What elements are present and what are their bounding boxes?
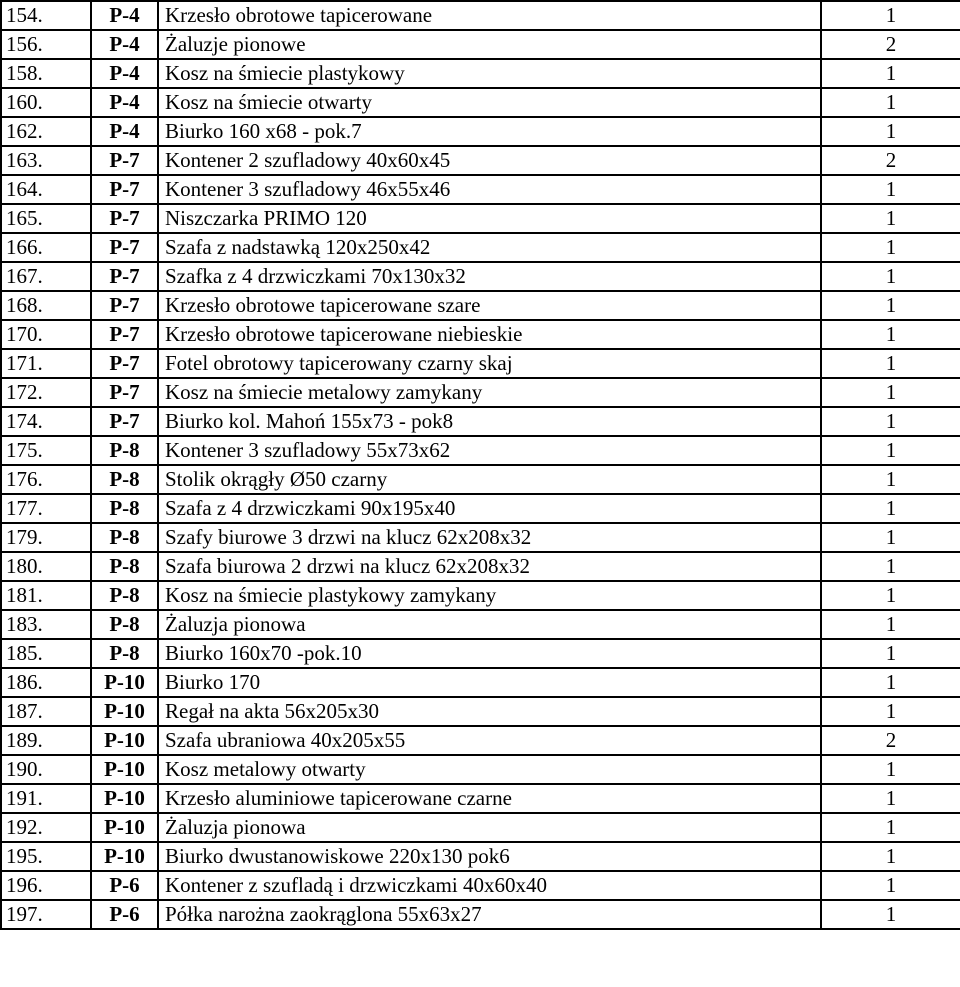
item-quantity: 1 [821,204,960,233]
item-quantity: 1 [821,668,960,697]
item-quantity: 1 [821,320,960,349]
table-row [1,436,960,465]
item-name: Krzesło obrotowe tapicerowane niebieskie [158,320,821,349]
item-quantity: 1 [821,523,960,552]
room-code: P-6 [91,871,158,900]
room-code: P-7 [91,407,158,436]
item-number: 156. [1,30,91,59]
item-name: Biurko 160x70 -pok.10 [158,639,821,668]
table-row [1,494,960,523]
room-code: P-4 [91,117,158,146]
item-name: Kosz metalowy otwarty [158,755,821,784]
item-name: Żaluzje pionowe [158,30,821,59]
room-code: P-10 [91,842,158,871]
item-quantity: 1 [821,349,960,378]
item-name: Szafka z 4 drzwiczkami 70x130x32 [158,262,821,291]
table-row [1,349,960,378]
room-code: P-8 [91,523,158,552]
item-name: Biurko 170 [158,668,821,697]
item-number: 183. [1,610,91,639]
item-name: Kosz na śmiecie metalowy zamykany [158,378,821,407]
room-code: P-7 [91,378,158,407]
item-number: 160. [1,88,91,117]
room-code: P-10 [91,726,158,755]
item-number: 189. [1,726,91,755]
item-quantity: 1 [821,871,960,900]
item-quantity: 1 [821,233,960,262]
item-name: Biurko dwustanowiskowe 220x130 pok6 [158,842,821,871]
item-number: 166. [1,233,91,262]
item-name: Kosz na śmiecie plastykowy zamykany [158,581,821,610]
table-row [1,639,960,668]
item-quantity: 1 [821,494,960,523]
item-number: 197. [1,900,91,929]
item-quantity: 1 [821,610,960,639]
item-number: 196. [1,871,91,900]
item-number: 179. [1,523,91,552]
item-quantity: 1 [821,88,960,117]
item-name: Kontener 3 szufladowy 46x55x46 [158,175,821,204]
item-name: Kontener z szufladą i drzwiczkami 40x60x40 [158,871,821,900]
item-number: 190. [1,755,91,784]
room-code: P-8 [91,581,158,610]
room-code: P-7 [91,262,158,291]
item-name: Szafa z nadstawką 120x250x42 [158,233,821,262]
item-name: Regał na akta 56x205x30 [158,697,821,726]
item-quantity: 1 [821,59,960,88]
item-quantity: 1 [821,436,960,465]
item-quantity: 1 [821,552,960,581]
room-code: P-4 [91,1,158,30]
item-name: Kosz na śmiecie otwarty [158,88,821,117]
item-quantity: 1 [821,1,960,30]
table-row [1,726,960,755]
item-quantity: 2 [821,146,960,175]
table-row [1,581,960,610]
room-code: P-7 [91,204,158,233]
item-number: 154. [1,1,91,30]
item-number: 191. [1,784,91,813]
item-quantity: 1 [821,842,960,871]
item-name: Szafa z 4 drzwiczkami 90x195x40 [158,494,821,523]
room-code: P-4 [91,30,158,59]
table-row [1,233,960,262]
room-code: P-4 [91,88,158,117]
table-row [1,1,960,30]
table-row [1,262,960,291]
item-name: Żaluzja pionowa [158,610,821,639]
table-row [1,291,960,320]
item-number: 181. [1,581,91,610]
item-name: Kontener 3 szufladowy 55x73x62 [158,436,821,465]
item-number: 171. [1,349,91,378]
item-quantity: 1 [821,407,960,436]
item-quantity: 1 [821,581,960,610]
room-code: P-7 [91,175,158,204]
item-quantity: 1 [821,378,960,407]
table-row [1,900,960,929]
table-row [1,552,960,581]
table-row [1,523,960,552]
item-name: Szafa ubraniowa 40x205x55 [158,726,821,755]
item-number: 168. [1,291,91,320]
table-row [1,697,960,726]
item-number: 167. [1,262,91,291]
item-quantity: 2 [821,726,960,755]
item-name: Półka narożna zaokrąglona 55x63x27 [158,900,821,929]
item-number: 162. [1,117,91,146]
item-name: Fotel obrotowy tapicerowany czarny skaj [158,349,821,378]
item-quantity: 1 [821,117,960,146]
item-quantity: 2 [821,30,960,59]
item-number: 176. [1,465,91,494]
item-number: 170. [1,320,91,349]
item-number: 180. [1,552,91,581]
table-row [1,755,960,784]
item-quantity: 1 [821,813,960,842]
table-row [1,204,960,233]
room-code: P-10 [91,784,158,813]
room-code: P-8 [91,610,158,639]
item-number: 192. [1,813,91,842]
item-name: Kontener 2 szufladowy 40x60x45 [158,146,821,175]
table-row [1,378,960,407]
item-quantity: 1 [821,755,960,784]
room-code: P-10 [91,755,158,784]
room-code: P-8 [91,552,158,581]
room-code: P-8 [91,639,158,668]
item-name: Krzesło obrotowe tapicerowane [158,1,821,30]
room-code: P-8 [91,465,158,494]
item-quantity: 1 [821,175,960,204]
table-row [1,871,960,900]
room-code: P-7 [91,146,158,175]
item-number: 174. [1,407,91,436]
item-name: Szafy biurowe 3 drzwi na klucz 62x208x32 [158,523,821,552]
item-name: Stolik okrągły Ø50 czarny [158,465,821,494]
room-code: P-6 [91,900,158,929]
table-row [1,30,960,59]
room-code: P-7 [91,291,158,320]
table-row [1,146,960,175]
item-name: Niszczarka PRIMO 120 [158,204,821,233]
item-quantity: 1 [821,465,960,494]
item-number: 185. [1,639,91,668]
item-quantity: 1 [821,291,960,320]
inventory-table-body [1,1,960,929]
item-name: Biurko 160 x68 - pok.7 [158,117,821,146]
item-name: Szafa biurowa 2 drzwi na klucz 62x208x32 [158,552,821,581]
item-name: Biurko kol. Mahoń 155x73 - pok8 [158,407,821,436]
table-row [1,842,960,871]
item-number: 175. [1,436,91,465]
room-code: P-7 [91,320,158,349]
item-number: 172. [1,378,91,407]
item-quantity: 1 [821,900,960,929]
room-code: P-8 [91,436,158,465]
item-name: Krzesło aluminiowe tapicerowane czarne [158,784,821,813]
item-number: 158. [1,59,91,88]
item-number: 177. [1,494,91,523]
item-number: 186. [1,668,91,697]
table-row [1,813,960,842]
room-code: P-10 [91,813,158,842]
item-quantity: 1 [821,784,960,813]
item-name: Krzesło obrotowe tapicerowane szare [158,291,821,320]
table-row [1,320,960,349]
table-row [1,88,960,117]
table-row [1,59,960,88]
room-code: P-8 [91,494,158,523]
item-name: Kosz na śmiecie plastykowy [158,59,821,88]
table-row [1,784,960,813]
item-quantity: 1 [821,697,960,726]
room-code: P-10 [91,697,158,726]
table-row [1,668,960,697]
item-quantity: 1 [821,262,960,291]
item-number: 187. [1,697,91,726]
item-quantity: 1 [821,639,960,668]
room-code: P-7 [91,233,158,262]
item-name: Żaluzja pionowa [158,813,821,842]
table-row [1,465,960,494]
table-row [1,610,960,639]
table-row [1,117,960,146]
table-row [1,175,960,204]
item-number: 195. [1,842,91,871]
room-code: P-7 [91,349,158,378]
item-number: 163. [1,146,91,175]
table-row [1,407,960,436]
room-code: P-4 [91,59,158,88]
item-number: 164. [1,175,91,204]
item-number: 165. [1,204,91,233]
room-code: P-10 [91,668,158,697]
